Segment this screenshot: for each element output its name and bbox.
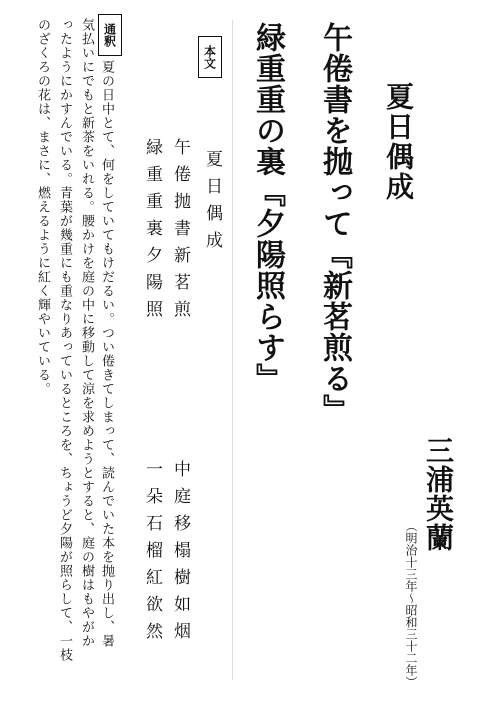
kanbun-line-1: 午倦抛書新茗煎 [170, 138, 190, 327]
author-name: 三浦英蘭 [422, 436, 455, 552]
translation-line-1: 夏の日中とて、何をしていてもけだるい。つい倦きてしまって、読んでいた本を抛り出し、暑 [99, 60, 114, 648]
poem-line-2: 緑重重の裏『夕陽照らす』 [250, 22, 285, 394]
poem-line-1: 午倦書を抛って『新茗煎る』 [317, 22, 352, 425]
poem-title: 夏日偶成 [382, 82, 415, 202]
honbun-label: 本文 [198, 36, 222, 78]
translation-line-3: ったようにかすんでいる。青葉が幾重にも重なりあっているところを、ちょうど夕陽が照らして、一枝 [57, 18, 72, 662]
kanbun-title: 夏日偶成 [202, 150, 222, 258]
translation-line-2: 気払いにでもと新茶をいれる。腰かけを庭の中に移動して涼を求めようとすると、庭の樹はもやがか [79, 18, 94, 648]
kanbun-line-2: 緑重重裏夕陽照 [142, 138, 162, 327]
section-divider [232, 20, 233, 680]
kanbun-line-4: 一朵石榴紅欲然 [142, 460, 162, 649]
author-years: （明治十三年～昭和三十二年） [404, 520, 418, 688]
tsuyaku-label: 通釈 [98, 14, 122, 56]
translation-line-4: のざくろの花は、まさに、燃えるように紅く輝やいている。 [35, 18, 50, 396]
kanbun-line-3: 中庭移榻樹如烟 [170, 460, 190, 649]
